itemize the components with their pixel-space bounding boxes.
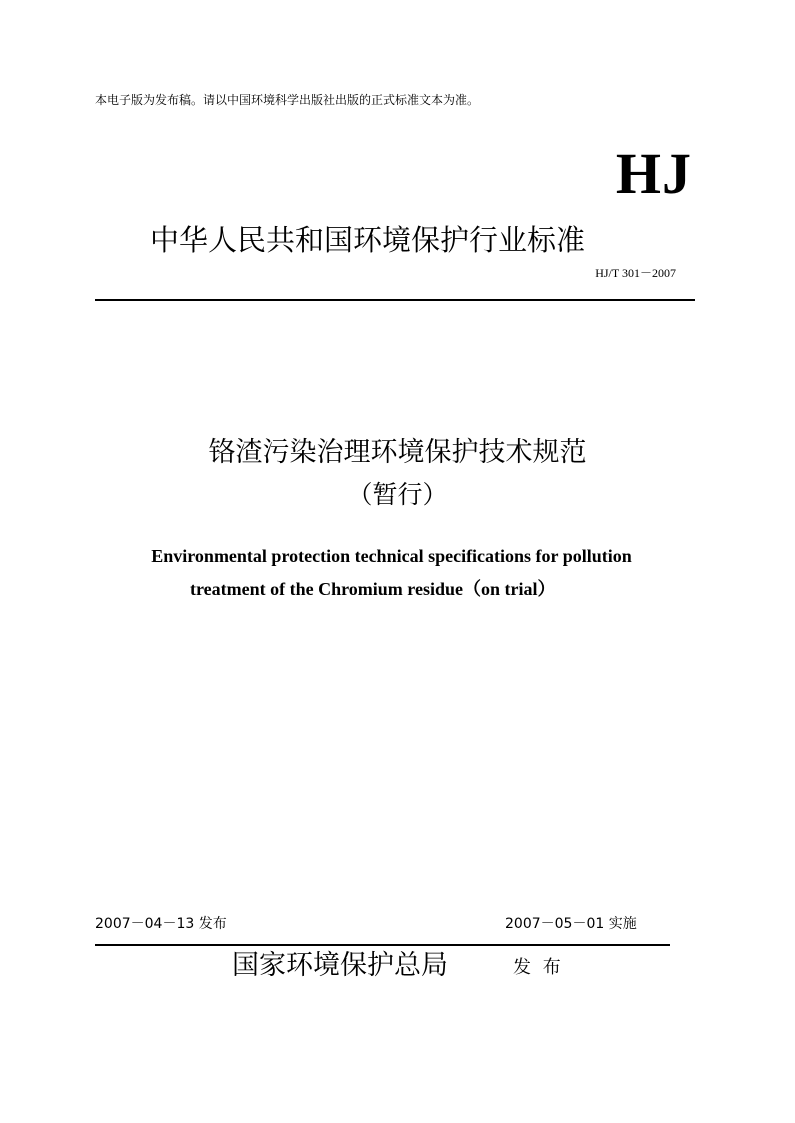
electronic-version-notice: 本电子版为发布稿。请以中国环境科学出版社出版的正式标准文本为准。 [95,93,480,107]
document-title-zh: 铬渣污染治理环境保护技术规范 [208,437,587,468]
publish-label: 发 布 [513,957,564,978]
hj-logo: HJ [615,141,692,206]
publisher-name: 国家环境保护总局 [232,950,448,981]
document-title-en-line1: Environmental protection technical specifications for pollution [151,546,632,566]
standard-code: HJ/T 301－2007 [595,266,676,280]
document-title-en-line2: treatment of the Chromium residue（on trial） [190,579,556,599]
standard-category-title: 中华人民共和国环境保护行业标准 [150,223,586,257]
header-divider [95,299,695,301]
document-subtitle-zh: （暂行） [347,480,448,509]
issue-date: 2007－04－13 发布 [95,916,227,932]
effective-date: 2007－05－01 实施 [505,916,637,932]
